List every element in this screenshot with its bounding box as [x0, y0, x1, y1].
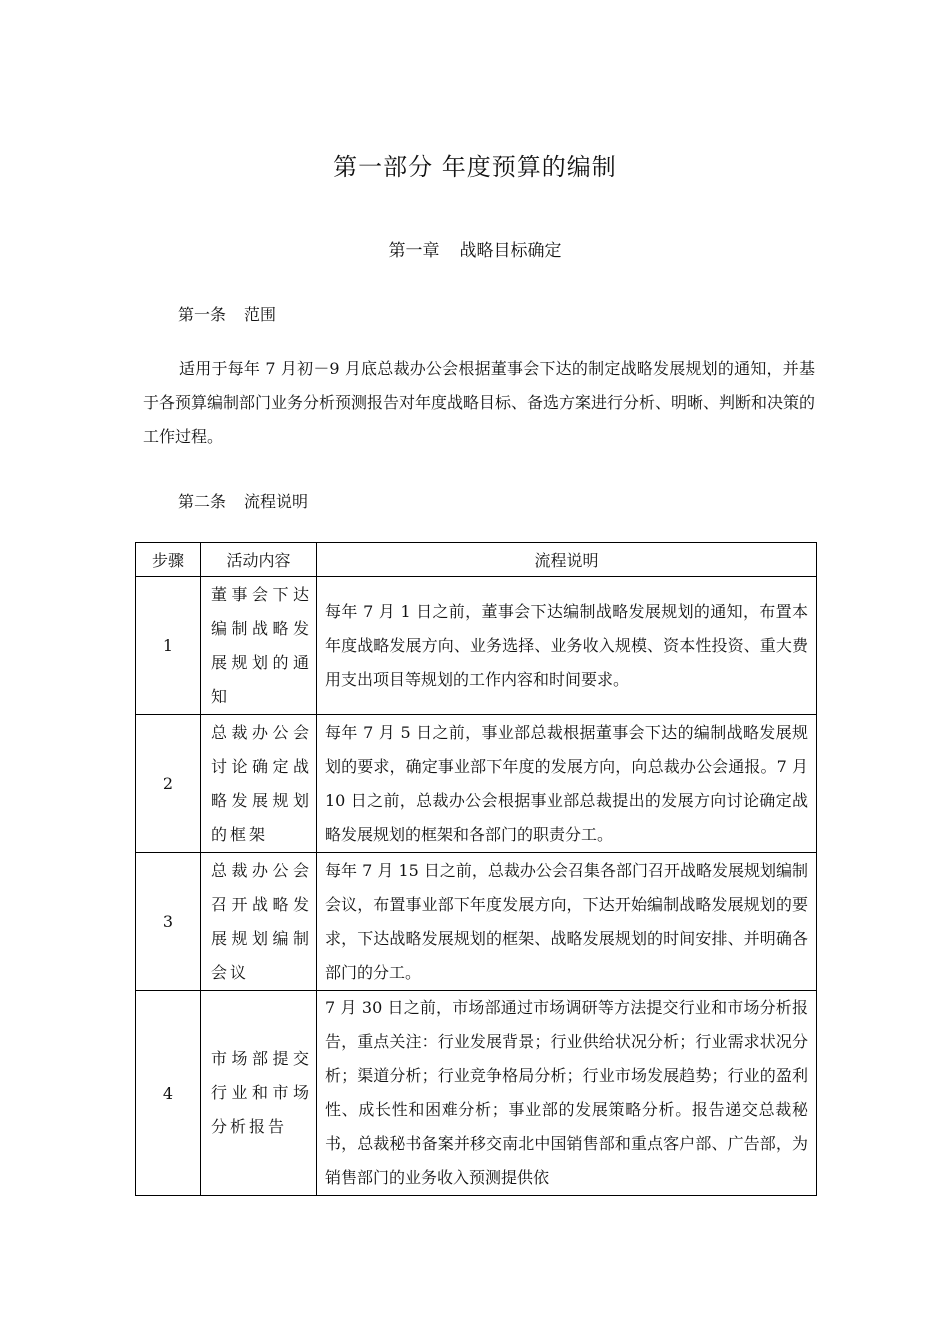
- activity-text: 总裁办公会讨论确定战略发展规划的框架: [211, 722, 312, 844]
- step-cell: 3: [136, 853, 201, 991]
- description-cell: [317, 577, 817, 715]
- header-activity: 活动内容: [201, 543, 317, 577]
- description-cell: [317, 853, 817, 991]
- article-1-heading: [178, 302, 276, 325]
- table-header-row: [136, 543, 817, 577]
- step-cell: 4: [136, 991, 201, 1196]
- activity-text: 董事会下达编制战略发展规划的通知: [211, 584, 312, 706]
- activity-cell: [201, 715, 317, 853]
- activity-cell: [201, 577, 317, 715]
- chapter-number: 第一章: [388, 241, 440, 261]
- step-cell: 2: [136, 715, 201, 853]
- article-2-heading: [178, 489, 308, 512]
- table-row: [136, 853, 817, 991]
- activity-cell: [201, 991, 317, 1196]
- page-title: 第一部分 年度预算的编制: [333, 153, 617, 181]
- description-cell: [317, 715, 817, 853]
- description-text: 每年 7 月 1 日之前，董事会下达编制战略发展规划的通知，布置本年度战略发展方向、业务选择、业务收入规模、资本性投资、重大费用支出项目等规划的工作内容和时间要求。: [325, 601, 808, 689]
- table-row: [136, 991, 817, 1196]
- header-description: 流程说明: [317, 543, 817, 577]
- article-2-name: 流程说明: [244, 492, 309, 511]
- table-row: [136, 715, 817, 853]
- table-row: [136, 577, 817, 715]
- description-text: 每年 7 月 5 日之前，事业部总裁根据董事会下达的编制战略发展规划的要求，确定事业部下年度的发展方向，向总裁办公会通报。7 月 10 日之前，总裁办公会根据事业部总裁提出的发展方向讨论确定战略发展规划的框架和各部门的职责分工。: [325, 722, 808, 844]
- article-1-number: 第一条: [178, 305, 227, 324]
- header-step: 步骤: [136, 543, 201, 577]
- chapter-name: 战略目标确定: [459, 241, 562, 261]
- step-cell: 1: [136, 577, 201, 715]
- chapter-heading: [0, 236, 950, 261]
- article-1-paragraph: 适用于每年 7 月初－9 月底总裁办公会根据董事会下达的制定战略发展规划的通知，并基于各预算编制部门业务分析预测报告对年度战略目标、备选方案进行分析、明晰、判断和决策的工作过程。: [143, 359, 816, 446]
- article-2-number: 第二条: [178, 492, 227, 511]
- description-cell: [317, 991, 817, 1196]
- article-1-name: 范围: [244, 305, 277, 324]
- description-text: 7 月 30 日之前，市场部通过市场调研等方法提交行业和市场分析报告，重点关注：行业发展背景；行业供给状况分析；行业需求状况分析；渠道分析；行业竞争格局分析；行业市场发展趋势；行业的盈利性、成长性和困难分析；事业部的发展策略分析。报告递交总裁秘书，总裁秘书备案并移交南北中国销售部和重点客户部、广告部，为销售部门的业务收入预测提供依: [325, 998, 808, 1187]
- activity-text: 市场部提交行业和市场分析报告: [211, 1049, 312, 1136]
- description-text: 每年 7 月 15 日之前，总裁办公会召集各部门召开战略发展规划编制会议，布置事业部下年度发展方向，下达开始编制战略发展规划的要求，下达战略发展规划的框架、战略发展规划的时间安排、并明确各部门的分工。: [325, 860, 808, 982]
- process-table: [135, 542, 817, 1196]
- activity-text: 总裁办公会召开战略发展规划编制会议: [211, 860, 312, 982]
- activity-cell: [201, 853, 317, 991]
